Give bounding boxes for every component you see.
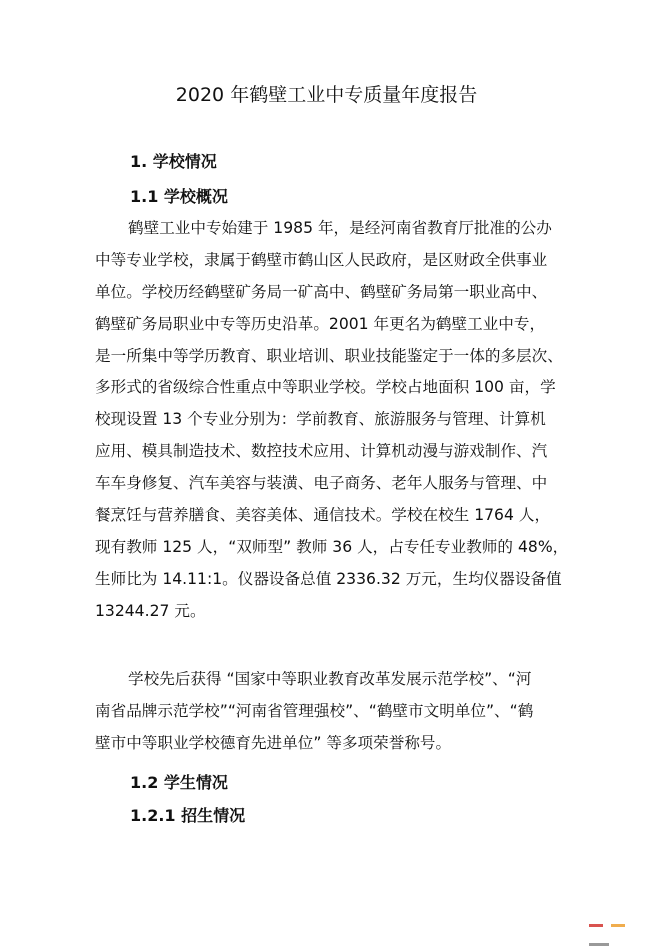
paragraph-line: 餐烹饪与营养膳食、美容美体、通信技术。学校在校生 1764 人， <box>95 506 551 525</box>
paragraph-line: 鹤壁工业中专始建于 1985 年，是经河南省教育厅批准的公办 <box>128 219 552 237</box>
paragraph-line: 13244.27 元。 <box>95 601 206 620</box>
paragraph-line: 现有教师 125 人，“双师型” 教师 36 人，占专任专业教师的 48%， <box>95 537 569 556</box>
paragraph-honors <box>95 664 565 760</box>
paragraph-line: 是一所集中等学历教育、职业培训、职业技能鉴定于一体的多层次、 <box>95 346 563 365</box>
paragraph-line: 多形式的省级综合性重点中等职业学校。学校占地面积 100 亩，学 <box>95 378 556 397</box>
section-1-2-1-heading: 1.2.1 招生情况 <box>130 806 246 825</box>
paragraph-line: 鹤壁矿务局职业中专等历史沿革。2001 年更名为鹤壁工业中专， <box>95 314 546 333</box>
section-1-2-heading: 1.2 学生情况 <box>130 773 228 792</box>
paragraph-line: 车车身修复、汽车美容与装潢、电子商务、老年人服务与管理、中 <box>95 474 548 493</box>
corner-mark-segment <box>611 924 625 927</box>
corner-watermark <box>589 908 653 912</box>
paragraph-line: 应用、模具制造技术、数控技术应用、计算机动漫与游戏制作、汽 <box>95 442 548 461</box>
paragraph-line: 南省品牌示范学校”“河南省管理强校”、“鹤壁市文明单位”、“鹤 <box>95 701 534 720</box>
paragraph-line: 生师比为 14.11:1。仪器设备总值 2336.32 万元，生均仪器设备值 <box>95 569 562 588</box>
section-1-1-heading: 1.1 学校概况 <box>130 187 228 206</box>
paragraph-line: 学校先后获得 “国家中等职业教育改革发展示范学校”、“河 <box>128 670 532 688</box>
paragraph-school-overview <box>95 213 569 628</box>
paragraph-line: 校现设置 13 个专业分别为：学前教育、旅游服务与管理、计算机 <box>95 410 546 429</box>
corner-mark-segment <box>589 924 603 927</box>
section-1-heading: 1. 学校情况 <box>130 152 217 171</box>
paragraph-line: 中等专业学校，隶属于鹤壁市鹤山区人民政府，是区财政全供事业 <box>95 250 548 269</box>
document-title: 2020 年鹤壁工业中专质量年度报告 <box>175 84 478 106</box>
paragraph-line: 壁市中等职业学校德育先进单位” 等多项荣誉称号。 <box>95 733 452 752</box>
paragraph-line: 单位。学校历经鹤壁矿务局一矿高中、鹤壁矿务局第一职业高中、 <box>95 282 548 301</box>
